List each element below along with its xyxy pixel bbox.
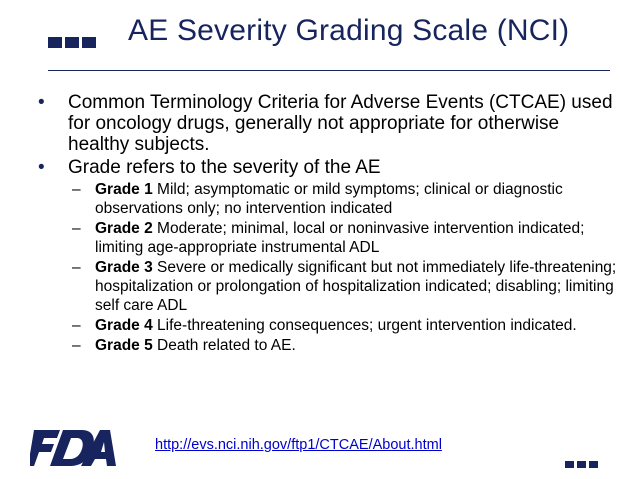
- fda-logo-icon: [30, 428, 122, 468]
- dash-icon: –: [72, 337, 81, 354]
- grade-label: Grade 5: [95, 337, 153, 354]
- grade-text: Severe or medically significant but not immediately life-threatening; hospitalization or prolongation of hospitalization indicated; disabling; limiting self care ADL: [95, 259, 617, 314]
- grade-label: Grade 3: [95, 259, 153, 276]
- ctcae-link[interactable]: http://evs.nci.nih.gov/ftp1/CTCAE/About.html: [155, 437, 442, 453]
- bullet-item: [20, 92, 620, 155]
- bullet-text: Grade refers to the severity of the AE: [68, 157, 381, 178]
- grade-item: [20, 258, 620, 315]
- bullet-icon: •: [38, 157, 45, 178]
- decorative-squares-bottom: [565, 461, 625, 469]
- dash-icon: –: [72, 220, 81, 237]
- grade-label: Grade 2: [95, 220, 153, 237]
- grade-item: [20, 316, 620, 335]
- grade-text: Moderate; minimal, local or noninvasive intervention indicated; limiting age-appropriate instrumental ADL: [95, 220, 585, 256]
- bullet-icon: •: [38, 92, 45, 113]
- title-divider: [48, 70, 610, 71]
- grade-label: Grade 4: [95, 317, 153, 334]
- grade-item: [20, 180, 620, 218]
- slide-title: AE Severity Grading Scale (NCI): [128, 14, 570, 47]
- decorative-squares-top: [48, 37, 104, 49]
- dash-icon: –: [72, 317, 81, 334]
- grade-text: Death related to AE.: [152, 337, 296, 354]
- bullet-item: [20, 157, 620, 178]
- grade-item: [20, 336, 620, 355]
- grade-label: Grade 1: [95, 181, 153, 198]
- bullet-text: Common Terminology Criteria for Adverse Events (CTCAE) used for oncology drugs, generally not appropriate for otherwise healthy subjects.: [68, 92, 613, 155]
- grade-list: [20, 180, 620, 355]
- dash-icon: –: [72, 259, 81, 276]
- grade-text: Life-threatening consequences; urgent intervention indicated.: [152, 317, 577, 334]
- dash-icon: –: [72, 181, 81, 198]
- slide-content: [20, 92, 620, 356]
- grade-text: Mild; asymptomatic or mild symptoms; clinical or diagnostic observations only; no intervention indicated: [95, 181, 563, 217]
- grade-item: [20, 219, 620, 257]
